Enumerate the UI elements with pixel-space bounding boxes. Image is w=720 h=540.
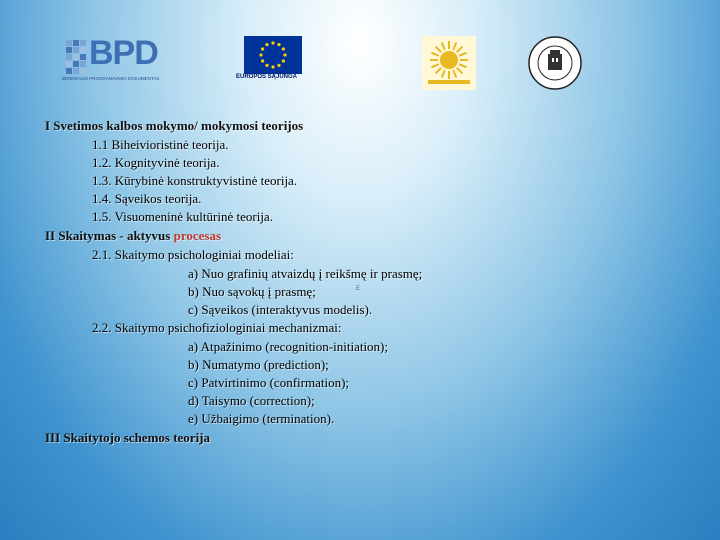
eu-star-icon: [282, 47, 285, 50]
eu-flag-icon: [244, 36, 302, 74]
item-1-3: 1.3. Kūrybinė konstruktyvistinė teorija.: [92, 173, 298, 188]
item-2-2-c: c) Patvirtinimo (confirmation);: [188, 375, 350, 390]
section-1-heading: I Svetimos kalbos mokymo/ mokymosi teorijos: [45, 118, 304, 133]
section-3-heading: III Skaitytojo schemos teorija: [45, 430, 211, 445]
item-1-5: 1.5. Visuomeninė kultūrinė teorija.: [92, 209, 273, 224]
item-2-1-a: a) Nuo grafinių atvaizdų į reikšmę ir prasmę;: [188, 266, 423, 281]
eu-star-icon: [261, 47, 264, 50]
item-1-1: 1.1 Biheivioristinė teorija.: [92, 137, 229, 152]
eu-star-icon: [277, 64, 280, 67]
eu-star-icon: [283, 53, 286, 56]
item-1-2: 1.2. Kognityvinė teorija.: [92, 155, 220, 170]
subsection-2-2-title: 2.2. Skaitymo psichofiziologiniai mechanizmai:: [92, 320, 342, 335]
university-seal-icon: [528, 36, 582, 90]
section-2-heading: [45, 228, 221, 244]
eu-logo: [236, 36, 308, 86]
stray-mark: E: [356, 286, 361, 292]
eu-logo-caption: EUROPOS SĄJUNGA: [236, 74, 298, 80]
item-2-1-b: b) Nuo sąvokų į prasmę;: [188, 284, 316, 299]
bpd-logo-title: BPD: [89, 34, 158, 72]
bpd-logo: [62, 36, 172, 86]
section-2-heading-prefix: II Skaitymas - aktyvus: [45, 228, 174, 243]
eu-star-icon: [261, 59, 264, 62]
item-1-4: 1.4. Sąveikos teorija.: [92, 191, 202, 206]
eu-star-icon: [282, 59, 285, 62]
eu-star-icon: [277, 43, 280, 46]
sun-emblem-icon: [422, 36, 476, 90]
eu-star-icon: [265, 64, 268, 67]
sun-emblem-logo: [422, 36, 476, 90]
item-2-2-d: d) Taisymo (correction);: [188, 393, 315, 408]
section-2-heading-highlight: procesas: [173, 228, 222, 243]
eu-star-icon: [271, 65, 274, 68]
subsection-2-1-title: 2.1. Skaitymo psichologiniai modeliai:: [92, 247, 294, 262]
eu-star-icon: [271, 41, 274, 44]
bpd-logo-caption: BENDRASIS PROGRAMAVIMO DOKUMENTAS: [62, 76, 160, 81]
university-seal-logo: [528, 36, 582, 90]
item-2-2-b: b) Numatymo (prediction);: [188, 357, 329, 372]
eu-star-icon: [259, 53, 262, 56]
item-2-2-e: e) Užbaigimo (termination).: [188, 411, 335, 426]
eu-star-icon: [265, 43, 268, 46]
item-2-2-a: a) Atpažinimo (recognition-initiation);: [188, 339, 389, 354]
item-2-1-c: c) Sąveikos (interaktyvus modelis).: [188, 302, 373, 317]
